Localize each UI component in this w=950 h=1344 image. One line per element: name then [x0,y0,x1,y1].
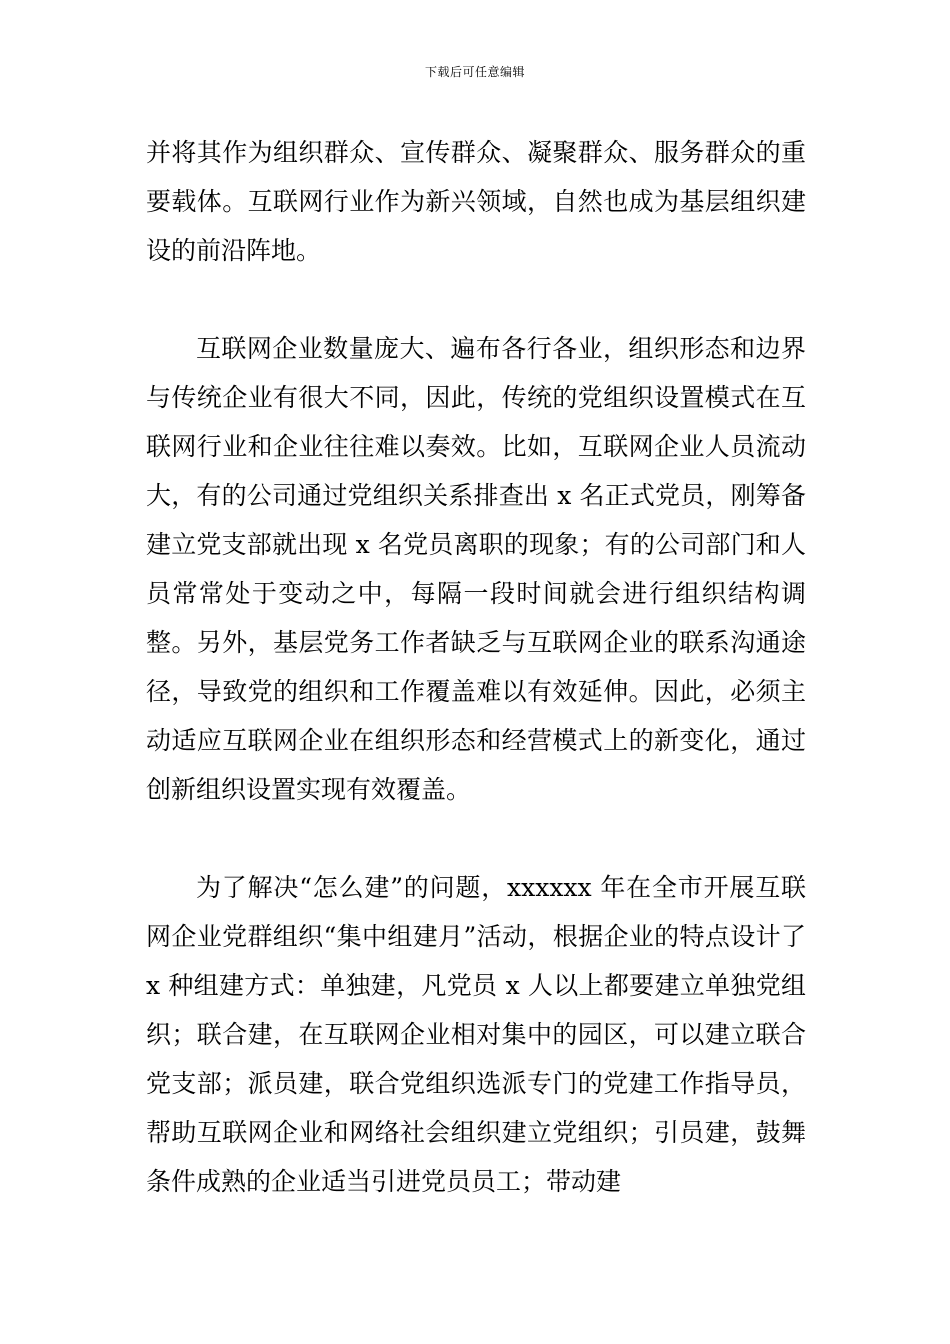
document-body [146,128,806,1206]
paragraph-organization-methods: 为了解决“怎么建”的问题，xxxxxx 年在全市开展互联网企业党群组织“集中组建月”活动，根据企业的特点设计了 x 种组建方式：单独建，凡党员 x 人以上都要建立单独党组织；联合建，在互联网企业相对集中的园区，可以建立联合党支部；派员建，联合党组织选派专门的党建工作指导员，帮助互联网企业和网络社会组织建立党组织；引员建，鼓舞条件成熟的企业适当引进党员员工；带动建 [146,873,806,1196]
paragraph-internet-enterprise: 互联网企业数量庞大、遍布各行各业，组织形态和边界与传统企业有很大不同，因此，传统的党组织设置模式在互联网行业和企业往往难以奏效。比如，互联网企业人员流动大，有的公司通过党组织关系排查出 x 名正式党员，刚筹备建立党支部就出现 x 名党员离职的现象；有的公司部门和人员常常处于变动之中，每隔一段时间就会进行组织结构调整。另外，基层党务工作者缺乏与互联网企业的联系沟通途径，导致党的组织和工作覆盖难以有效延伸。因此，必须主动适应互联网企业在组织形态和经营模式上的新变化，通过创新组织设置实现有效覆盖。 [146,334,806,804]
page-header: 下载后可任意编辑 [424,65,525,79]
paragraph-continuation: 并将其作为组织群众、宣传群众、凝聚群众、服务群众的重要载体。互联网行业作为新兴领域，自然也成为基层组织建设的前沿阵地。 [146,138,806,265]
